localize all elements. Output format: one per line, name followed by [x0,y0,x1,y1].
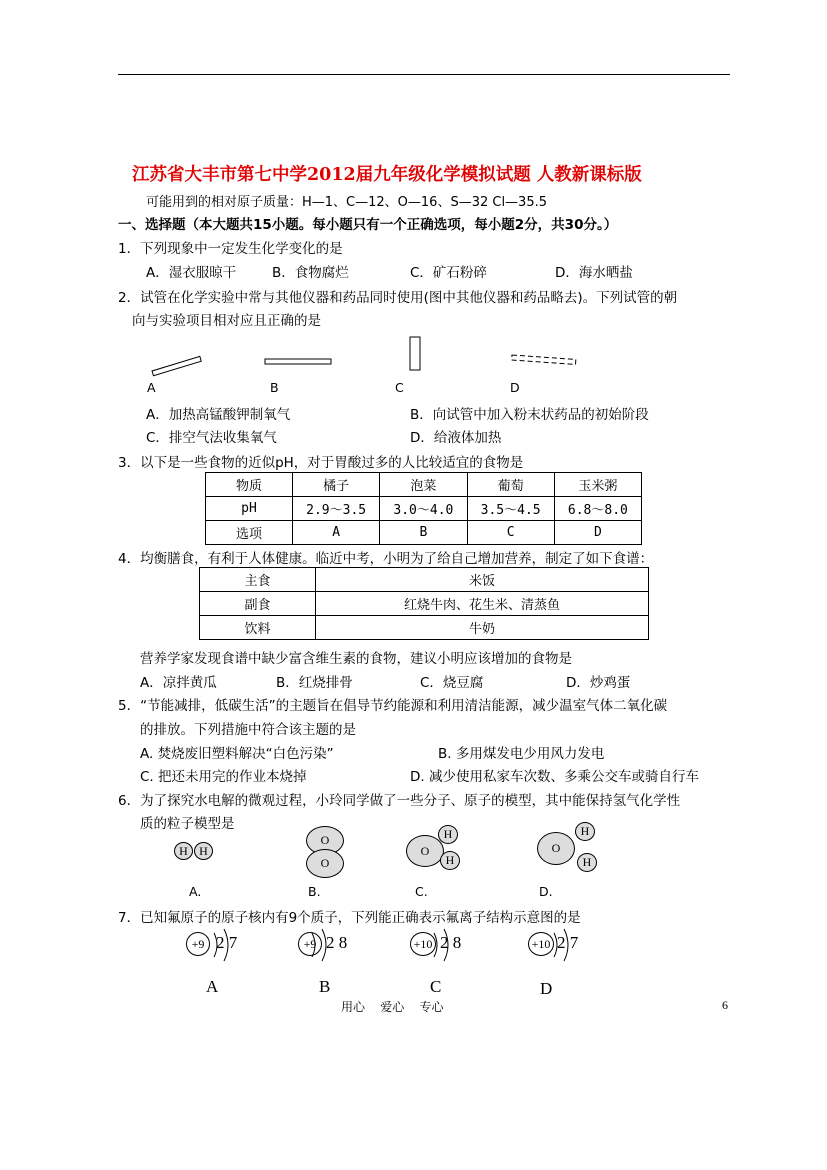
table-cell: 物质 [206,473,293,497]
q5-option-a: A. 焚烧废旧塑料解决“白色污染” [140,746,334,762]
q6-label-d: D. [539,884,553,899]
oxygen-atom: O [406,835,444,867]
table-cell: D [554,521,641,545]
table-cell: 主食 [200,568,316,592]
q2-fig-label-c: C [395,380,404,395]
q2-fig-label-d: D [510,380,520,395]
q6-stem-line1: 6．为了探究水电解的微观过程，小玲同学做了一些分子、原子的模型，其中能保持氢气化学性 [118,793,681,809]
table-cell: 饮料 [200,616,316,640]
q7-label-c: C [430,977,442,996]
q4-stem: 4．均衡膳食，有利于人体健康。临近中考，小明为了给自己增加营养，制定了如下食谱： [118,551,654,567]
table-row [206,497,642,521]
table-cell: 红烧牛肉、花生米、清蒸鱼 [316,592,649,616]
q6-label-c: C. [415,884,428,899]
q6-stem-line2: 质的粒子模型是 [140,816,235,832]
atomic-mass-note: 可能用到的相对原子质量：H—1、C—12、O—16、S—32 Cl—35.5 [146,195,548,210]
q3-stem: 3．以下是一些食物的近似pH，对于胃酸过多的人比较适宜的食物是 [118,455,524,471]
table-cell: 米饭 [316,568,649,592]
q7-label-d: D [540,979,553,998]
table-cell: 泡菜 [380,473,467,497]
test-tube-d [512,355,576,364]
q2-option-a: A．加热高锰酸钾制氧气 [146,407,291,423]
table-cell: 葡萄 [467,473,554,497]
shells-c: 2 8 [440,933,462,952]
footer-motto: 用心 爱心 专心 [341,1000,444,1014]
menu-table [199,567,649,640]
q4-option-b: B．红烧排骨 [276,675,353,691]
table-cell: 副食 [200,592,316,616]
table-row [206,473,642,497]
q6-label-b: B. [308,884,321,899]
q2-stem-line2: 向与实验项目相对应且正确的是 [132,313,321,329]
q7-stem: 7．已知氟原子的原子核内有9个质子，下列能正确表示氟离子结构示意图的是 [118,910,581,926]
page-title: 江苏省大丰市第七中学2012届九年级化学模拟试题 人教新课标版 [132,165,642,185]
oxygen-atom: O [306,849,344,878]
q2-option-b: B．向试管中加入粉末状药品的初始阶段 [410,407,649,423]
shells-a: 2 7 [216,933,238,952]
q6-label-a: A. [189,884,202,899]
table-cell: 橘子 [293,473,380,497]
table-cell: C [467,521,554,545]
oxygen-atom: O [306,826,344,855]
header-rule [118,74,730,75]
test-tube-c [410,337,420,370]
table-row [200,592,649,616]
hydrogen-atom: H [174,842,193,860]
q1-option-d: D．海水晒盐 [555,265,633,281]
table-cell: 牛奶 [316,616,649,640]
q4-option-a: A．凉拌黄瓜 [140,675,217,691]
q5-stem-line1: 5．“节能减排，低碳生活”的主题旨在倡导节约能源和利用清洁能源，减少温室气体二氧化碳 [118,698,668,714]
table-row [200,616,649,640]
nucleus-a: +9 [186,932,210,956]
table-cell: B [380,521,467,545]
table-cell: 6.8～8.0 [554,497,641,521]
hydrogen-atom: H [194,842,213,860]
q2-option-d: D．给液体加热 [410,430,502,446]
shells-b: 2 8 [326,933,348,952]
q2-fig-label-a: A [147,380,156,395]
table-cell: 2.9～3.5 [293,497,380,521]
q7-label-a: A [206,977,219,996]
nucleus-c: +10 [410,932,436,956]
q1-option-c: C．矿石粉碎 [410,265,487,281]
hydrogen-atom: H [440,851,460,870]
q2-stem-line1: 2．试管在化学实验中常与其他仪器和药品同时使用(图中其他仪器和药品略去)。下列试管的朝 [118,290,678,306]
table-cell: A [293,521,380,545]
q2-option-c: C．排空气法收集氧气 [146,430,277,446]
q5-option-c: C. 把还未用完的作业本烧掉 [140,769,307,785]
hydrogen-atom: H [438,825,458,844]
q4-option-d: D．炒鸡蛋 [566,675,631,691]
test-tube-a [152,356,201,375]
nucleus-d: +10 [528,932,554,956]
table-cell: 3.5～4.5 [467,497,554,521]
q1-stem: 1．下列现象中一定发生化学变化的是 [118,241,343,257]
table-cell: 玉米粥 [554,473,641,497]
table-cell: 3.0～4.0 [380,497,467,521]
nucleus-b: +9 [298,932,322,956]
oxygen-atom: O [537,832,575,865]
shells-d: 2 7 [557,933,579,952]
q7-label-b: B [319,977,331,996]
q5-option-b: B. 多用煤发电少用风力发电 [438,746,605,762]
table-row [206,521,642,545]
q2-fig-label-b: B [270,380,279,395]
ph-table [205,472,642,545]
test-tube-b [265,359,331,364]
hydrogen-atom: H [577,853,597,872]
q5-stem-line2: 的排放。下列措施中符合该主题的是 [140,722,356,738]
q1-option-b: B．食物腐烂 [272,265,349,281]
q1-option-a: A．湿衣服晾干 [146,265,237,281]
q4-option-c: C．烧豆腐 [420,675,484,691]
page-number: 6 [722,998,728,1012]
hydrogen-atom: H [575,822,595,841]
table-cell: pH [206,497,293,521]
table-cell: 选项 [206,521,293,545]
q4-stem2: 营养学家发现食谱中缺少富含维生素的食物，建议小明应该增加的食物是 [140,651,572,667]
q5-option-d: D. 减少使用私家车次数、多乘公交车或骑自行车 [410,769,699,785]
table-row [200,568,649,592]
section-heading: 一、选择题（本大题共15小题。每小题只有一个正确选项，每小题2分，共30分。） [118,217,618,233]
test-tube-figures [140,335,600,380]
